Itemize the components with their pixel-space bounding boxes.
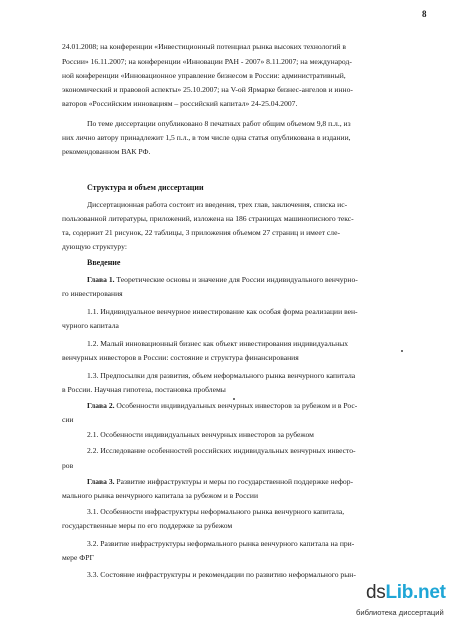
toc-chapter-3 bbox=[87, 477, 353, 487]
dslib-watermark bbox=[356, 582, 448, 624]
text-line: в России. Научная гипотеза, постановка проблемы bbox=[62, 385, 226, 394]
text-line: сии bbox=[62, 415, 74, 424]
watermark-logo-suffix: Lib.net bbox=[385, 582, 446, 603]
text-line: пользованной литературы, приложений, изложена на 186 страницах машинописного текс- bbox=[62, 214, 354, 223]
text-line: венчурных инвесторов в России: состояние и структура финансирования bbox=[62, 353, 299, 362]
text-line: мере ФРГ bbox=[62, 553, 94, 562]
text-line: По теме диссертации опубликовано 8 печатных работ общим объемом 9,8 п.л., из bbox=[87, 119, 351, 128]
toc-section-1-3: 1.3. Предпосылки для развития, объем неформального рынка венчурного капитала bbox=[87, 371, 356, 380]
text-line: России» 16.11.2007; на конференции «Инновации РАН - 2007» 8.11.2007; на международ- bbox=[62, 57, 352, 66]
chapter-label: Глава 1. bbox=[87, 275, 115, 284]
text-line: го инвестирования bbox=[62, 289, 123, 298]
toc-section-3-3: 3.3. Состояние инфраструктуры и рекомендации по развитию неформального рын- bbox=[87, 570, 356, 579]
watermark-caption: библиотека диссертаций bbox=[356, 608, 444, 617]
text-line: рекомендованном ВАК РФ. bbox=[62, 147, 151, 156]
text-line: государственные меры по его поддержке за рубежом bbox=[62, 521, 233, 530]
text-line: них лично автору принадлежит 1,5 п.л., в том числе одна статья опубликована в издании, bbox=[62, 133, 351, 142]
text-line: экономический и правовой аспекты» 25.10.2007; на V-ой Ярмарке бизнес-ангелов и инно- bbox=[62, 85, 353, 94]
section-heading: Структура и объем диссертации bbox=[87, 183, 204, 192]
toc-section-1-1: 1.1. Индивидуальное венчурное инвестирование как особая форма реализации вен- bbox=[87, 307, 358, 316]
text-line: 24.01.2008; на конференции «Инвестиционный потенциал рынка высоких технологий в bbox=[62, 42, 346, 51]
text-line: мального рынка венчурного капитала за рубежом и в России bbox=[62, 491, 259, 500]
page-number: 8 bbox=[422, 9, 427, 19]
toc-section-3-1: 3.1. Особенности инфраструктуры неформального рынка венчурного капитала, bbox=[87, 507, 345, 516]
chapter-label: Глава 2. bbox=[87, 401, 115, 410]
toc-section-2-2: 2.2. Исследование особенностей российских индивидуальных венчурных инвесто- bbox=[87, 446, 356, 455]
text-line: Диссертационная работа состоит из введения, трех глав, заключения, списка ис- bbox=[87, 200, 348, 209]
text-line: дующую структуру: bbox=[62, 242, 127, 251]
toc-section-1-2: 1.2. Малый инновационный бизнес как объект инвестирования индивидуальных bbox=[87, 339, 349, 348]
text-line: та, содержит 21 рисунок, 22 таблицы, 3 приложения объемом 27 страниц и имеет сле- bbox=[62, 228, 340, 237]
watermark-logo-prefix: ds bbox=[366, 582, 386, 603]
chapter-label: Глава 3. bbox=[87, 477, 115, 486]
chapter-title: Развитие инфраструктуры и меры по государственной поддержке нефор- bbox=[114, 477, 354, 486]
chapter-title: Особенности индивидуальных венчурных инвесторов за рубежом и в Рос- bbox=[114, 401, 358, 410]
watermark-logo bbox=[366, 582, 446, 604]
scan-speck bbox=[233, 398, 235, 400]
text-line: ной конференции «Инновационное управление бизнесом в России: административный, bbox=[62, 71, 346, 80]
toc-section-2-1: 2.1. Особенности индивидуальных венчурных инвесторов за рубежом bbox=[87, 430, 314, 439]
toc-chapter-1 bbox=[87, 275, 358, 285]
text-line: чурного капитала bbox=[62, 321, 119, 330]
scan-speck bbox=[401, 350, 403, 352]
toc-intro: Введение bbox=[87, 258, 121, 267]
toc-section-3-2: 3.2. Развитие инфраструктуры неформального рынка венчурного капитала на при- bbox=[87, 539, 355, 548]
text-line: ров bbox=[62, 461, 74, 470]
chapter-title: Теоретические основы и значение для России индивидуального венчурно- bbox=[114, 275, 358, 284]
toc-chapter-2 bbox=[87, 401, 357, 411]
text-line: ваторов «Российским инновациям – российский капитал» 24-25.04.2007. bbox=[62, 99, 298, 108]
